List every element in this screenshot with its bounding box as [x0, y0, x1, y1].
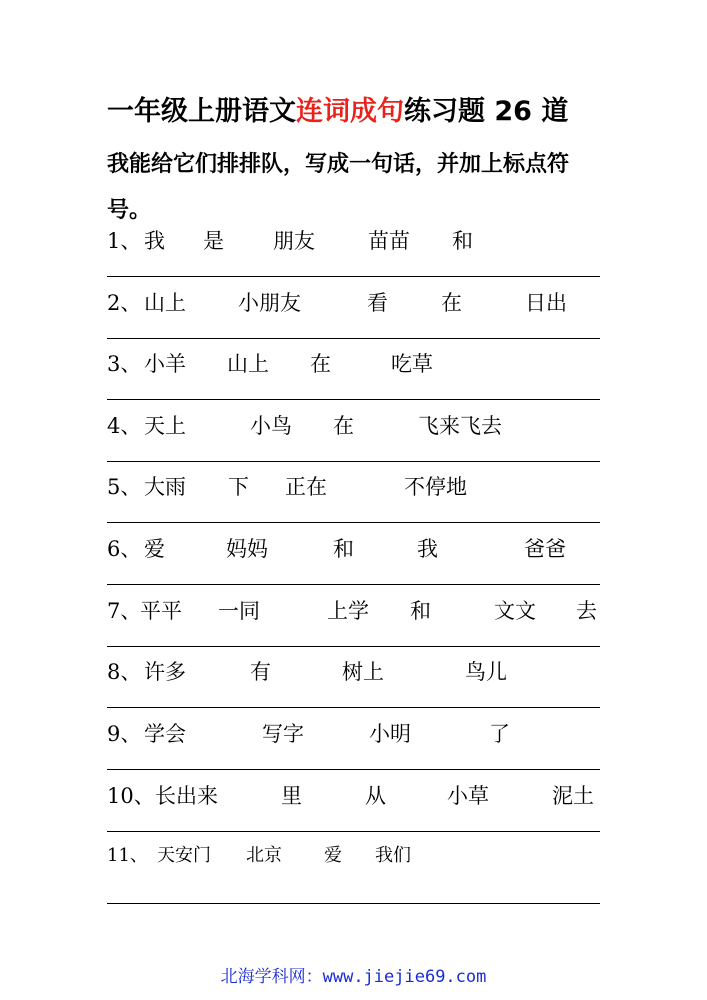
answer-line[interactable]	[107, 338, 600, 339]
word-token: 树上	[342, 660, 384, 684]
word-token: 下	[228, 475, 249, 499]
title-highlight: 连词成句	[296, 96, 404, 127]
word-token: 山上	[144, 291, 186, 315]
word-token: 里	[281, 784, 302, 808]
word-token: 了	[489, 722, 510, 746]
exercise-item	[107, 719, 600, 781]
word-token: 长出来	[155, 784, 218, 808]
word-token: 是	[203, 229, 224, 253]
word-token: 不停地	[404, 475, 467, 499]
word-token: 许多	[144, 660, 186, 684]
answer-line[interactable]	[107, 707, 600, 708]
exercise-number: 7、	[107, 599, 142, 623]
word-token: 我们	[375, 845, 411, 866]
word-token: 和	[410, 599, 431, 623]
answer-line[interactable]	[107, 584, 600, 585]
exercise-item	[107, 781, 600, 843]
exercise-prompt	[107, 719, 600, 749]
answer-line[interactable]	[107, 461, 600, 462]
answer-line[interactable]	[107, 831, 600, 832]
exercise-prompt	[107, 657, 600, 687]
exercise-prompt	[107, 472, 600, 502]
exercise-number: 3、	[107, 352, 142, 376]
word-token: 爱	[144, 537, 165, 561]
word-token: 一同	[218, 599, 260, 623]
word-token: 妈妈	[226, 537, 268, 561]
exercise-number: 9、	[107, 722, 142, 746]
exercise-number: 2、	[107, 291, 142, 315]
exercise-prompt	[107, 288, 600, 318]
word-token: 从	[365, 784, 386, 808]
word-token: 在	[333, 414, 354, 438]
word-token: 和	[333, 537, 354, 561]
exercise-prompt	[107, 534, 600, 564]
answer-line[interactable]	[107, 769, 600, 770]
exercise-prompt	[107, 781, 600, 811]
answer-line[interactable]	[107, 646, 600, 647]
word-token: 有	[250, 660, 271, 684]
word-token: 上学	[327, 599, 369, 623]
word-token: 小草	[447, 784, 489, 808]
answer-line[interactable]	[107, 903, 600, 904]
word-token: 在	[441, 291, 462, 315]
word-token: 小鸟	[250, 414, 292, 438]
word-token: 鸟儿	[465, 660, 507, 684]
word-token: 看	[367, 291, 388, 315]
exercise-number: 5、	[107, 475, 142, 499]
title-part-2: 练习题 26 道	[404, 96, 569, 127]
footer-watermark[interactable]: 北海学科网：www.jiejie69.com	[220, 967, 487, 987]
word-token: 去	[576, 599, 597, 623]
instruction-text: 我能给它们排排队，写成一句话，并加上标点符号。	[107, 152, 570, 223]
word-token: 在	[310, 352, 331, 376]
exercise-prompt	[107, 411, 600, 441]
word-token: 学会	[144, 722, 186, 746]
word-token: 正在	[285, 475, 327, 499]
word-token: 朋友	[273, 229, 315, 253]
exercise-item	[107, 841, 600, 903]
exercise-number: 4、	[107, 414, 142, 438]
answer-line[interactable]	[107, 522, 600, 523]
word-token: 和	[452, 229, 473, 253]
word-token: 泥土	[552, 784, 594, 808]
exercise-item	[107, 411, 600, 473]
exercise-item	[107, 226, 600, 288]
word-token: 吃草	[391, 352, 433, 376]
word-token: 爸爸	[524, 537, 566, 561]
word-token: 小明	[369, 722, 411, 746]
word-token: 平平	[140, 599, 182, 623]
exercise-number: 11、	[107, 845, 148, 866]
exercise-item	[107, 657, 600, 719]
word-token: 大雨	[144, 475, 186, 499]
exercise-number: 1、	[107, 229, 142, 253]
exercise-item	[107, 349, 600, 411]
word-token: 我	[417, 537, 438, 561]
exercise-prompt	[107, 596, 600, 626]
exercise-item	[107, 288, 600, 350]
word-token: 写字	[262, 722, 304, 746]
answer-line[interactable]	[107, 399, 600, 400]
exercise-prompt	[107, 841, 600, 871]
word-token: 苗苗	[368, 229, 410, 253]
word-token: 小朋友	[238, 291, 301, 315]
word-token: 日出	[525, 291, 567, 315]
answer-line[interactable]	[107, 276, 600, 277]
word-token: 爱	[324, 845, 342, 866]
title-part-1: 一年级上册语文	[107, 96, 296, 127]
word-token: 文文	[494, 599, 536, 623]
exercise-item	[107, 534, 600, 596]
word-token: 小羊	[144, 352, 186, 376]
exercise-prompt	[107, 349, 600, 379]
exercise-number: 8、	[107, 660, 142, 684]
exercise-number: 10、	[107, 784, 155, 808]
word-token: 天上	[144, 414, 186, 438]
exercise-item	[107, 472, 600, 534]
word-token: 北京	[246, 845, 282, 866]
exercise-prompt	[107, 226, 600, 256]
word-token: 我	[144, 229, 165, 253]
word-token: 飞来飞去	[418, 414, 502, 438]
exercise-number: 6、	[107, 537, 142, 561]
exercise-item	[107, 596, 600, 658]
word-token: 山上	[227, 352, 269, 376]
page-title	[107, 92, 627, 132]
word-token: 天安门	[157, 845, 211, 866]
